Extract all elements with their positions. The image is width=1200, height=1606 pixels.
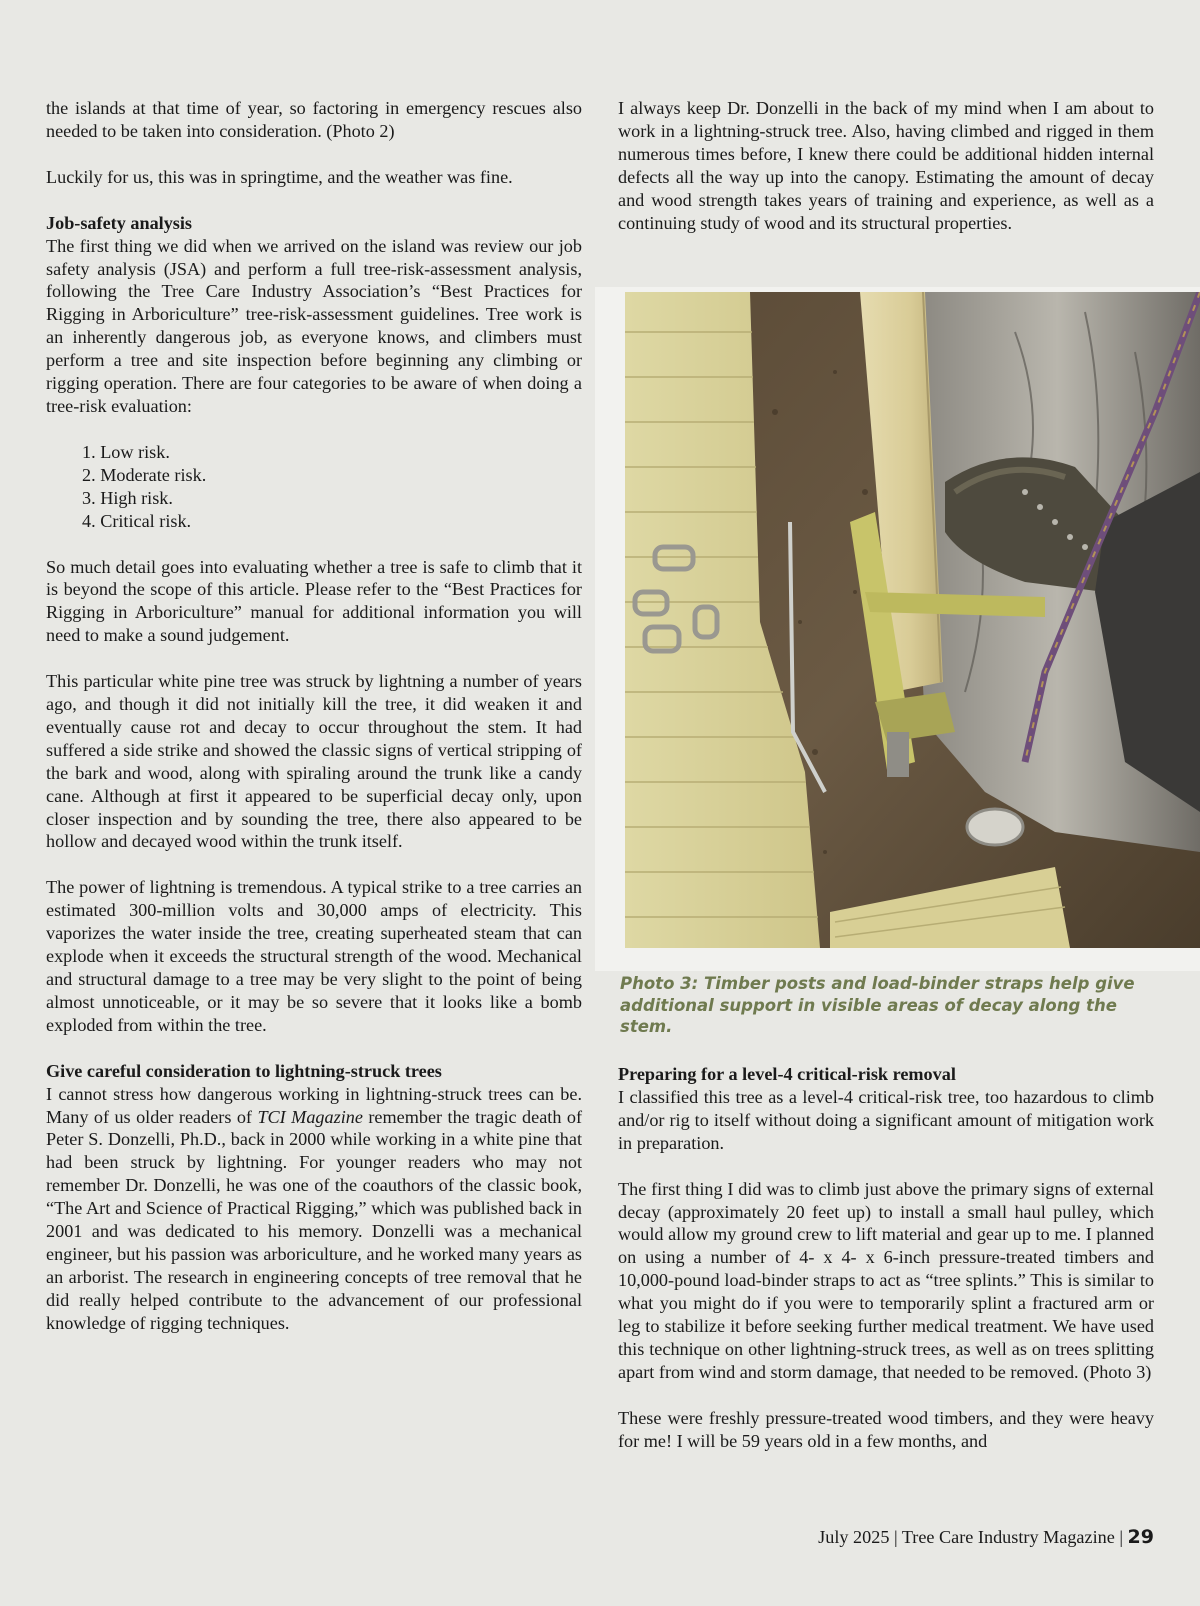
separator: |	[889, 1527, 902, 1547]
paragraph-donzelli	[46, 1083, 582, 1335]
risk-category-list	[46, 441, 582, 533]
page-number: 29	[1127, 1526, 1154, 1548]
list-item: 4. Critical risk.	[82, 510, 192, 531]
paragraph-scope: So much detail goes into evaluating whether a tree is safe to climb that it is beyond the scope of this article. Please refer to the “Best Practices for Rigging in Arboriculture” manual for additional information you will need to make a sound judgement.	[46, 556, 582, 646]
issue-date: July 2025	[818, 1527, 890, 1547]
right-column-top	[618, 97, 1154, 257]
donzelli-text-b: remember the tragic death of Peter S. Donzelli, Ph.D., back in 2000 while working in a white pine that had been struck by lightning. For younger readers who may not remember Dr. Donzelli, he was one of the coauthors of the classic book, “The Art and Science of Practical Rigging,” which was published back in 2001 and was dedicated to his memory. Donzelli was a mechanical engineer, but his passion was arboriculture, and he worked many years as an arborist. The research in engineering concepts of tree removal that he did really helped contribute to the advancement of our professional knowledge of rigging techniques.	[46, 1106, 583, 1333]
list-item: 2. Moderate risk.	[82, 464, 207, 485]
stump	[967, 809, 1023, 845]
list-item: 3. High risk.	[82, 487, 173, 508]
paragraph-white-pine: This particular white pine tree was struck by lightning a number of years ago, and though it did not initially kill the tree, it did weaken it and eventually cause rot and decay to occur throughout the stem. It had suffered a side strike and showed the classic signs of vertical stripping of the bark and wood, along with spiraling around the trunk like a candy cane. Although at first it appeared to be superficial decay only, upon closer inspection and by sounding the tree, there also appeared to be hollow and decayed wood within the trunk itself.	[46, 671, 582, 852]
heading-lightning-struck-trees: Give careful consideration to lightning-struck trees	[46, 1060, 442, 1081]
photo-caption: Photo 3: Timber posts and load-binder straps help give additional support in visible areas of decay along the stem.	[620, 974, 1135, 1036]
paragraph-timbers-heavy: These were freshly pressure-treated wood timbers, and they were heavy for me! I will be 59 years old in a few months, and	[618, 1407, 1154, 1451]
page-footer	[818, 1525, 1154, 1549]
paragraph-lightning-power: The power of lightning is tremendous. A typical strike to a tree carries an estimated 300-million volts and 30,000 amps of electricity. This vaporizes the water inside the tree, creating superheated steam that can explode when it exceeds the structural strength of the wood. Mechanical and structural damage to a tree may be very slight to the point of being almost unnoticeable, or it may be so severe that it looks like a bomb exploded from within the tree.	[46, 877, 582, 1035]
magazine-name: Tree Care Industry Magazine	[901, 1527, 1115, 1547]
paragraph-emergency-rescues: the islands at that time of year, so factoring in emergency rescues also needed to be taken into consideration. (Photo 2)	[46, 98, 582, 141]
list-item: 1. Low risk.	[82, 441, 170, 462]
heading-level-4-removal: Preparing for a level-4 critical-risk removal	[618, 1064, 956, 1084]
separator: |	[1114, 1527, 1128, 1547]
paragraph-jsa: The first thing we did when we arrived on the island was review our job safety analysis (JSA) and perform a full tree-risk-assessment analysis, following the Tree Care Industry Association’s “Best Practices for Rigging in Arboriculture” tree-risk-assessment guidelines. Tree work is an inherently dangerous job, as everyone knows, and climbers must perform a tree and site inspection before beginning any climbing or rigging operation. There are four categories to be aware of when doing a tree-risk evaluation:	[46, 235, 582, 416]
photo-illustration	[625, 292, 1200, 948]
paragraph-keep-in-mind: I always keep Dr. Donzelli in the back of my mind when I am about to work in a lightning-struck tree. Also, having climbed and rigged in them numerous times before, I knew there could be additional hidden internal defects all the way up into the canopy. Estimating the amount of decay and wood strength takes years of training and experience, as well as a continuing study of wood and its structural properties.	[618, 98, 1154, 233]
paragraph-classified: I classified this tree as a level-4 critical-risk tree, too hazardous to climb and/or rig to itself without doing a significant amount of mitigation work in preparation.	[618, 1086, 1154, 1153]
paragraph-haul-pulley: The first thing I did was to climb just above the primary signs of external decay (approximately 20 feet up) to install a small haul pulley, which would allow my ground crew to lift material and gear up to me. I planned on using a number of 4- x 4- x 6-inch pressure-treated timbers and 10,000-pound load-binder straps to act as “tree splints.” This is similar to what you might do if you were to temporarily splint a fractured arm or leg to stabilize it before seeking further medical treatment. We have used this technique on other lightning-struck trees, as well as on trees splitting apart from wind and storm damage, that needed to be removed. (Photo 3)	[618, 1178, 1154, 1382]
photo-tree-splints	[625, 292, 1200, 948]
left-column	[46, 97, 582, 1358]
magazine-title: TCI Magazine	[257, 1106, 363, 1127]
paragraph-springtime: Luckily for us, this was in springtime, and the weather was fine.	[46, 166, 513, 187]
heading-job-safety-analysis: Job-safety analysis	[46, 212, 193, 233]
donzelli-text-a: I cannot stress how dangerous working in lightning-struck trees can be. Many of us older readers of	[46, 1083, 582, 1127]
right-column-bottom	[618, 1063, 1154, 1476]
